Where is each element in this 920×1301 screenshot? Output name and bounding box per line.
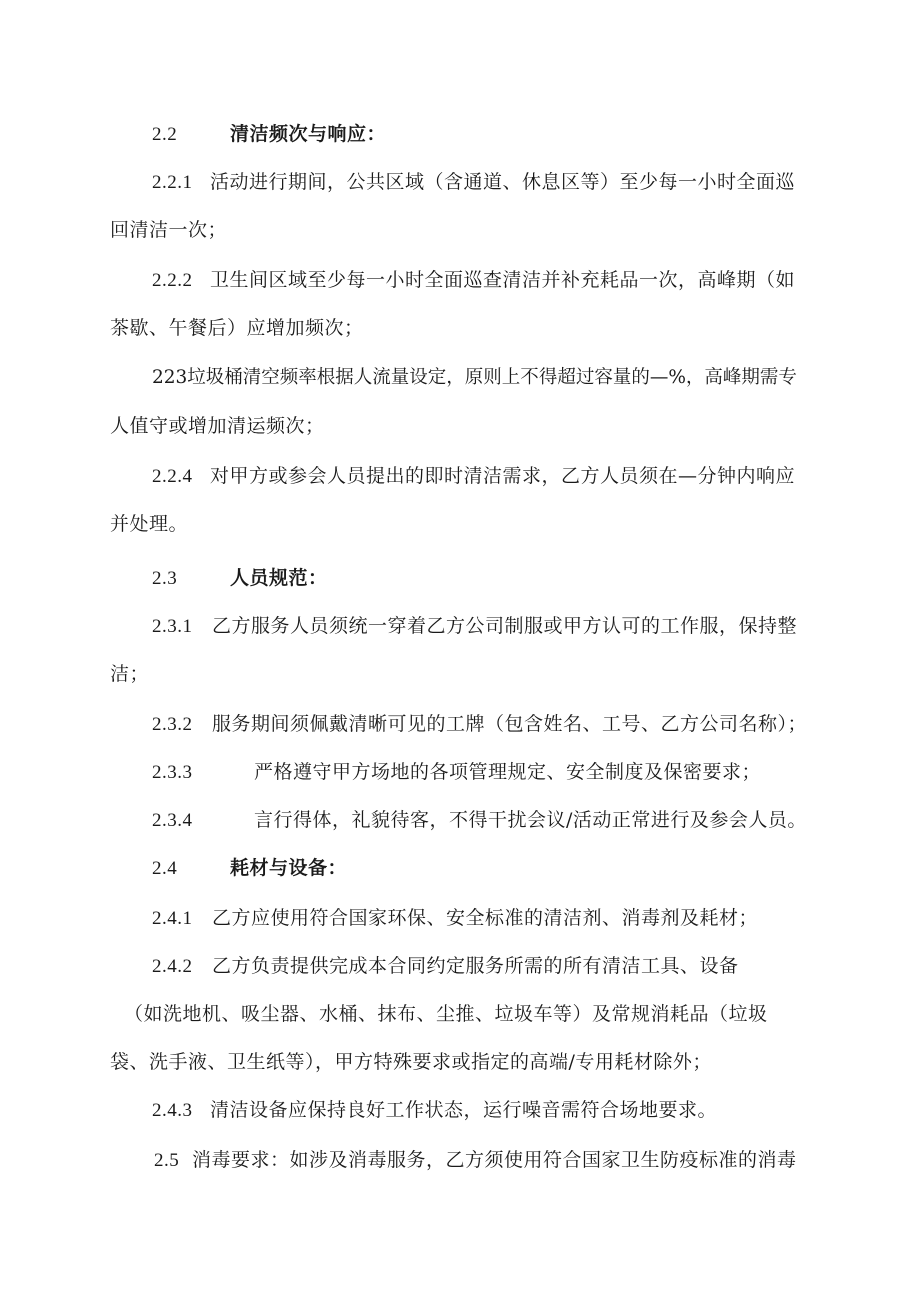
clause-number: 2.2.4: [152, 466, 193, 487]
clause-number: 2.3.3: [152, 762, 193, 783]
clause-text: 人值守或增加清运频次；: [110, 415, 325, 437]
clause-2-2-1-line-2: [110, 218, 227, 242]
clause-2-2-1-line-1: [152, 170, 795, 195]
clause-2-2-3-line-1: [152, 366, 797, 390]
clause-text: 对甲方或参会人员提出的即时清洁需求，乙方人员须在—分钟内响应: [210, 465, 796, 487]
section-title: 人员规范：: [230, 567, 328, 589]
clause-2-4-2-line-1: [152, 954, 739, 979]
clause-text: 消毒要求：如涉及消毒服务，乙方须使用符合国家卫生防疫标准的消毒: [192, 1149, 797, 1171]
section-2-3-heading: [152, 566, 328, 591]
section-2-4-heading: [152, 856, 347, 881]
clause-number: 2.3.2: [152, 714, 193, 735]
clause-text: 223垃圾桶清空频率根据人流量设定，原则上不得超过容量的—%，高峰期需专: [152, 367, 797, 388]
clause-text: 乙方应使用符合国家环保、安全标准的清洁剂、消毒剂及耗材；: [212, 907, 759, 929]
clause-number: 2.4.3: [152, 1100, 193, 1121]
section-title: 耗材与设备：: [230, 857, 348, 879]
clause-text: 茶歇、午餐后）应增加频次；: [110, 317, 364, 339]
clause-text: 活动进行期间，公共区域（含通道、休息区等）至少每一小时全面巡: [210, 171, 796, 193]
clause-2-2-4-line-2: [110, 512, 188, 536]
section-2-2-heading: [152, 122, 386, 147]
section-number: 2.4: [152, 858, 178, 879]
clause-number: 2.3.4: [152, 810, 193, 831]
clause-number: 2.3.1: [152, 616, 193, 637]
clause-text: 服务期间须佩戴清晰可见的工牌（包含姓名、工号、乙方公司名称）；: [212, 713, 808, 735]
section-number: 2.3: [152, 568, 178, 589]
clause-2-4-2-line-2: [124, 1002, 768, 1026]
clause-number: 2.2.1: [152, 172, 193, 193]
section-number: 2.2: [152, 124, 178, 145]
clause-text: （如洗地机、吸尘器、水桶、抹布、尘推、垃圾车等）及常规消耗品（垃圾: [124, 1003, 768, 1025]
clause-2-3-3: [152, 760, 761, 785]
clause-2-4-2-line-3: [110, 1050, 712, 1074]
clause-text: 乙方负责提供完成本合同约定服务所需的所有清洁工具、设备: [212, 955, 739, 977]
clause-text: 卫生间区域至少每一小时全面巡查清洁并补充耗品一次，高峰期（如: [210, 269, 796, 291]
section-title: 清洁频次与响应：: [230, 123, 387, 145]
clause-2-3-1-line-1: [152, 614, 797, 639]
clause-text: 回清洁一次；: [110, 219, 228, 241]
clause-2-4-1: [152, 906, 758, 931]
clause-2-2-2-line-1: [152, 268, 795, 293]
clause-text: 清洁设备应保持良好工作状态，运行噪音需符合场地要求。: [210, 1099, 718, 1121]
clause-2-2-3-line-2: [110, 414, 325, 438]
clause-2-3-1-line-2: [110, 662, 149, 686]
section-number: 2.5: [154, 1150, 180, 1171]
clause-2-4-3: [152, 1098, 717, 1123]
clause-text: 并处理。: [110, 513, 189, 535]
clause-number: 2.4.2: [152, 956, 193, 977]
section-2-5: [154, 1148, 797, 1173]
clause-2-2-2-line-2: [110, 316, 364, 340]
clause-text: 严格遵守甲方场地的各项管理规定、安全制度及保密要求；: [254, 761, 762, 783]
clause-2-3-2: [152, 712, 807, 737]
clause-text: 洁；: [110, 663, 150, 685]
clause-text: 言行得体，礼貌待客，不得干扰会议/活动正常进行及参会人员。: [254, 809, 807, 831]
clause-text: 袋、洗手液、卫生纸等），甲方特殊要求或指定的高端/专用耗材除外；: [110, 1051, 712, 1073]
clause-2-2-4-line-1: [152, 464, 795, 489]
clause-number: 2.2.2: [152, 270, 193, 291]
clause-number: 2.4.1: [152, 908, 193, 929]
clause-2-3-4: [152, 808, 807, 833]
clause-text: 乙方服务人员须统一穿着乙方公司制服或甲方认可的工作服，保持整: [212, 615, 798, 637]
